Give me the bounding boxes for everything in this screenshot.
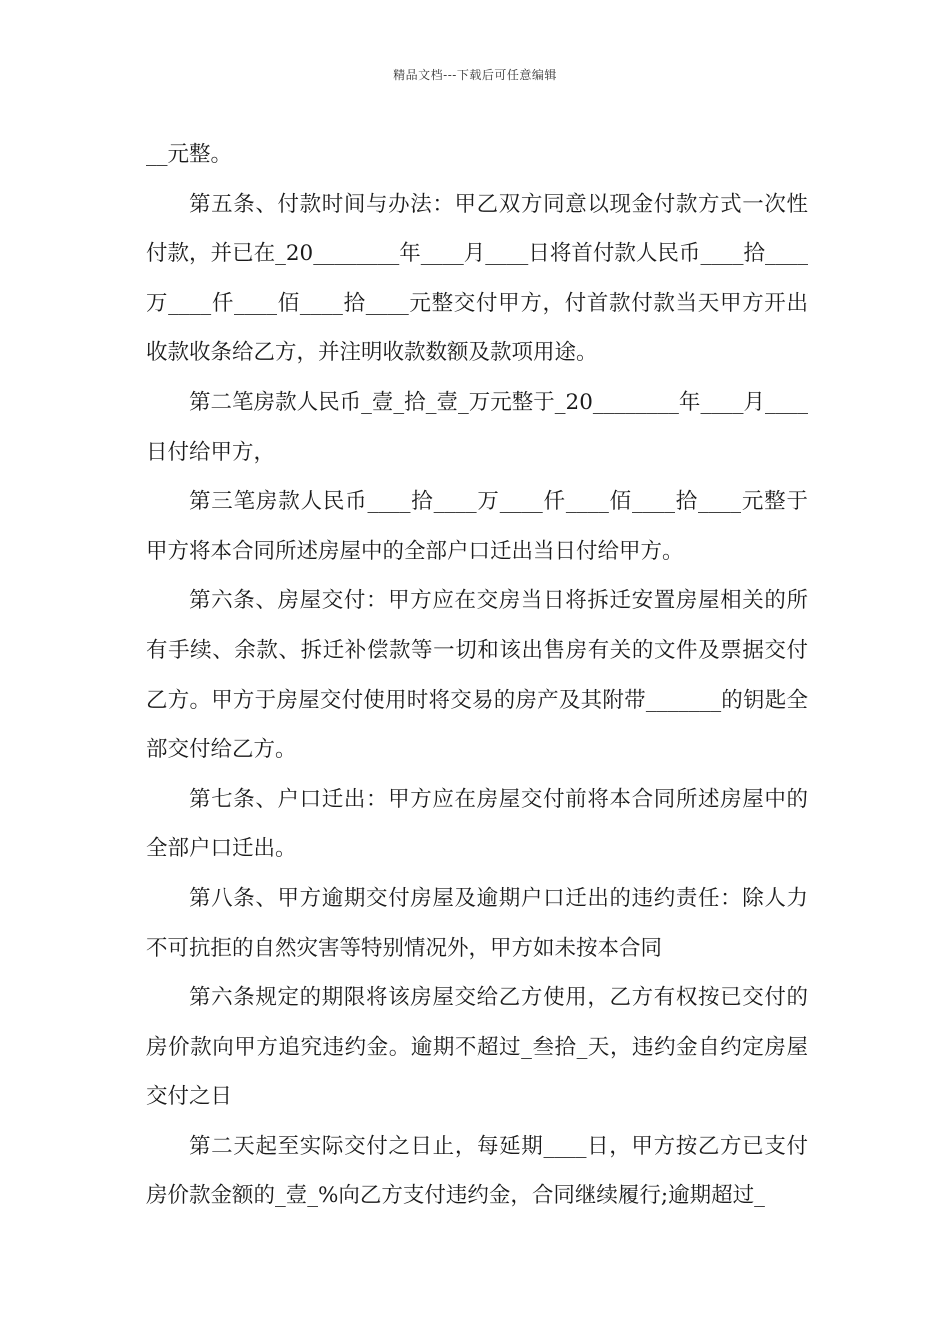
paragraph-article-5: 第五条、付款时间与办法：甲乙双方同意以现金付款方式一次性付款，并已在_20________年____月____日将首付款人民币____拾____万____仟____佰____拾____元整交付甲方，付首款付款当天甲方开出收款收条给乙方，并注明收款数额及款项用途。 <box>146 191 808 366</box>
page-header: 精品文档---下载后可任意编辑 <box>393 68 557 82</box>
paragraph-third-payment: 第三笔房款人民币____拾____万____仟____佰____拾____元整于甲方将本合同所述房屋中的全部户口迁出当日付给甲方。 <box>146 489 808 564</box>
paragraph-article-8: 第八条、甲方逾期交付房屋及逾期户口迁出的违约责任：除人力不可抗拒的自然灾害等特别情况外，甲方如未按本合同 <box>146 885 808 961</box>
paragraph-article-6-reference: 第六条规定的期限将该房屋交给乙方使用，乙方有权按已交付的房价款向甲方追究违约金。逾期不超过_叁拾_天，违约金自约定房屋交付之日 <box>146 985 808 1110</box>
document-body <box>146 130 808 1221</box>
paragraph-continuation: __元整。 <box>146 142 233 167</box>
paragraph-delay-penalty: 第二天起至实际交付之日止，每延期____日，甲方按乙方已支付房价款金额的_壹_%向乙方支付违约金，合同继续履行;逾期超过_ <box>146 1133 808 1209</box>
paragraph-article-7: 第七条、户口迁出：甲方应在房屋交付前将本合同所述房屋中的全部户口迁出。 <box>146 786 808 862</box>
paragraph-article-6: 第六条、房屋交付：甲方应在交房当日将拆迁安置房屋相关的所有手续、余款、拆迁补偿款等一切和该出售房有关的文件及票据交付乙方。甲方于房屋交付使用时将交易的房产及其附带_______的钥匙全部交付给乙方。 <box>146 588 808 763</box>
paragraph-second-payment: 第二笔房款人民币_壹_拾_壹_万元整于_20________年____月____日付给甲方， <box>146 389 808 465</box>
